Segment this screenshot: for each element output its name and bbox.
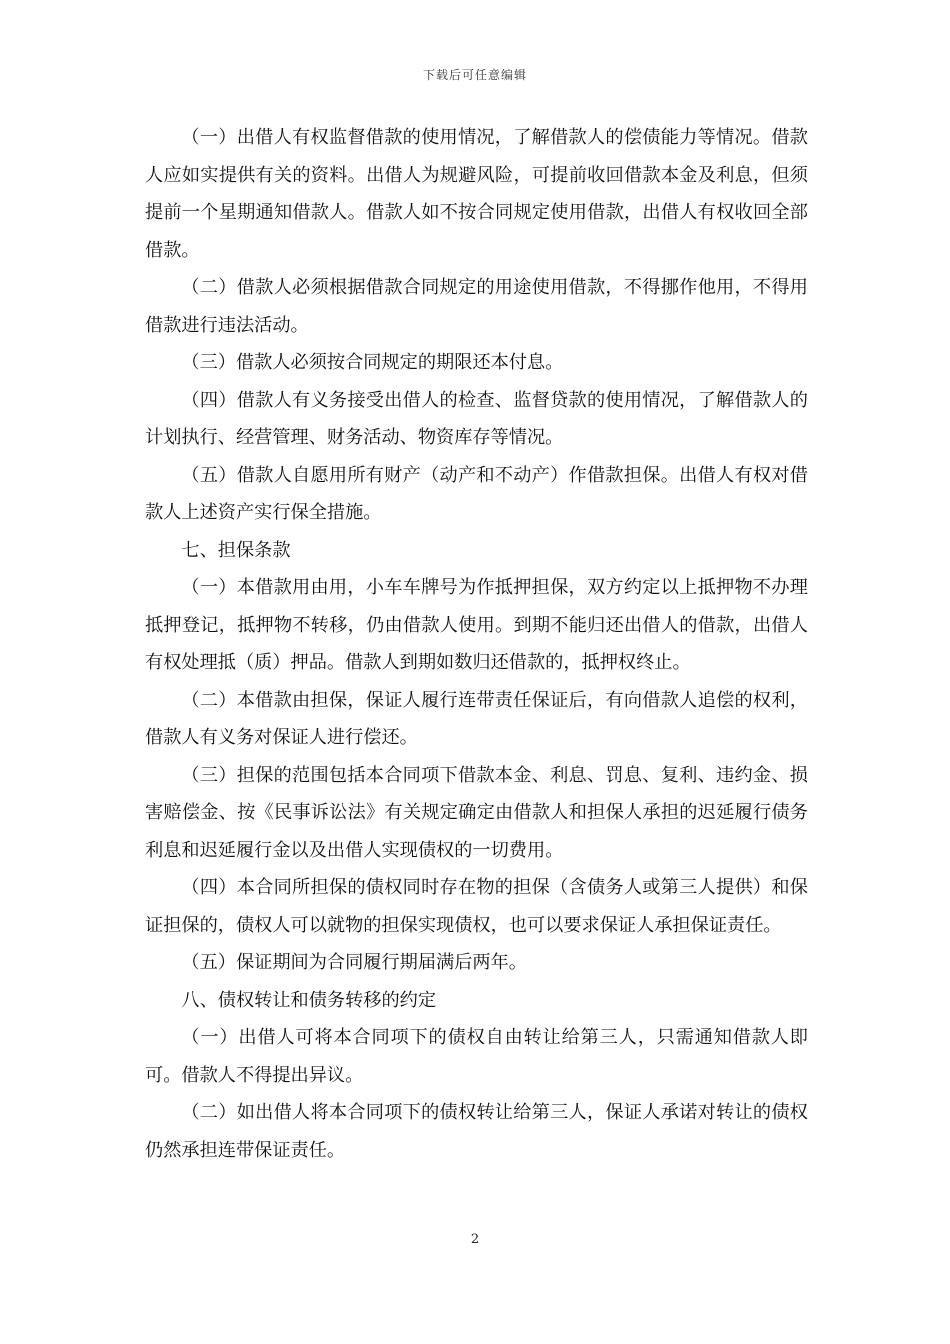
clause-6-4: （四）借款人有义务接受出借人的检查、监督贷款的使用情况，了解借款人的计划执行、经营管理、财务活动、物资库存等情况。: [145, 389, 808, 448]
clause-7-2: （二）本借款由担保，保证人履行连带责任保证后，有向借款人追偿的权利，借款人有义务对保证人进行偿还。: [145, 689, 808, 748]
page-header: 下载后可任意编辑: [422, 68, 527, 82]
clause-7-4: （四）本合同所担保的债权同时存在物的担保（含债务人或第三人提供）和保证担保的，债权人可以就物的担保实现债权，也可以要求保证人承担保证责任。: [145, 877, 808, 936]
clause-7-3: （三）担保的范围包括本合同项下借款本金、利息、罚息、复利、违约金、损害赔偿金、按《民事诉讼法》有关规定确定由借款人和担保人承担的迟延履行债务利息和迟延履行金以及出借人实现债权的一切费用。: [145, 764, 808, 861]
clause-6-2: （二）借款人必须根据借款合同规定的用途使用借款，不得挪作他用，不得用借款进行违法活动。: [145, 277, 808, 336]
clause-6-3: （三）借款人必须按合同规定的期限还本付息。: [181, 352, 564, 373]
clause-6-5: （五）借款人自愿用所有财产（动产和不动产）作借款担保。出借人有权对借款人上述资产实行保全措施。: [145, 464, 808, 523]
section-heading-guarantee: 七、担保条款: [181, 539, 291, 561]
clause-7-5: （五）保证期间为合同履行期届满后两年。: [181, 952, 527, 973]
page-number: 2: [470, 1232, 480, 1247]
document-body: [145, 119, 808, 1169]
clause-8-2: （二）如出借人将本合同项下的债权转让给第三人，保证人承诺对转让的债权仍然承担连带保证责任。: [145, 1102, 808, 1161]
clause-8-1: （一）出借人可将本合同项下的债权自由转让给第三人，只需通知借款人即可。借款人不得提出异议。: [145, 1027, 808, 1086]
clause-6-1: （一）出借人有权监督借款的使用情况，了解借款人的偿债能力等情况。借款人应如实提供有关的资料。出借人为规避风险，可提前收回借款本金及利息，但须提前一个星期通知借款人。借款人如不按合同规定使用借款，出借人有权收回全部借款。: [145, 127, 808, 261]
section-heading-transfer: 八、债权转让和债务转移的约定: [181, 989, 437, 1011]
clause-7-1: （一）本借款用由用，小车车牌号为作抵押担保，双方约定以上抵押物不办理抵押登记，抵押物不转移，仍由借款人使用。到期不能归还出借人的借款，出借人有权处理抵（质）押品。借款人到期如数归还借款的，抵押权终止。: [145, 577, 808, 673]
